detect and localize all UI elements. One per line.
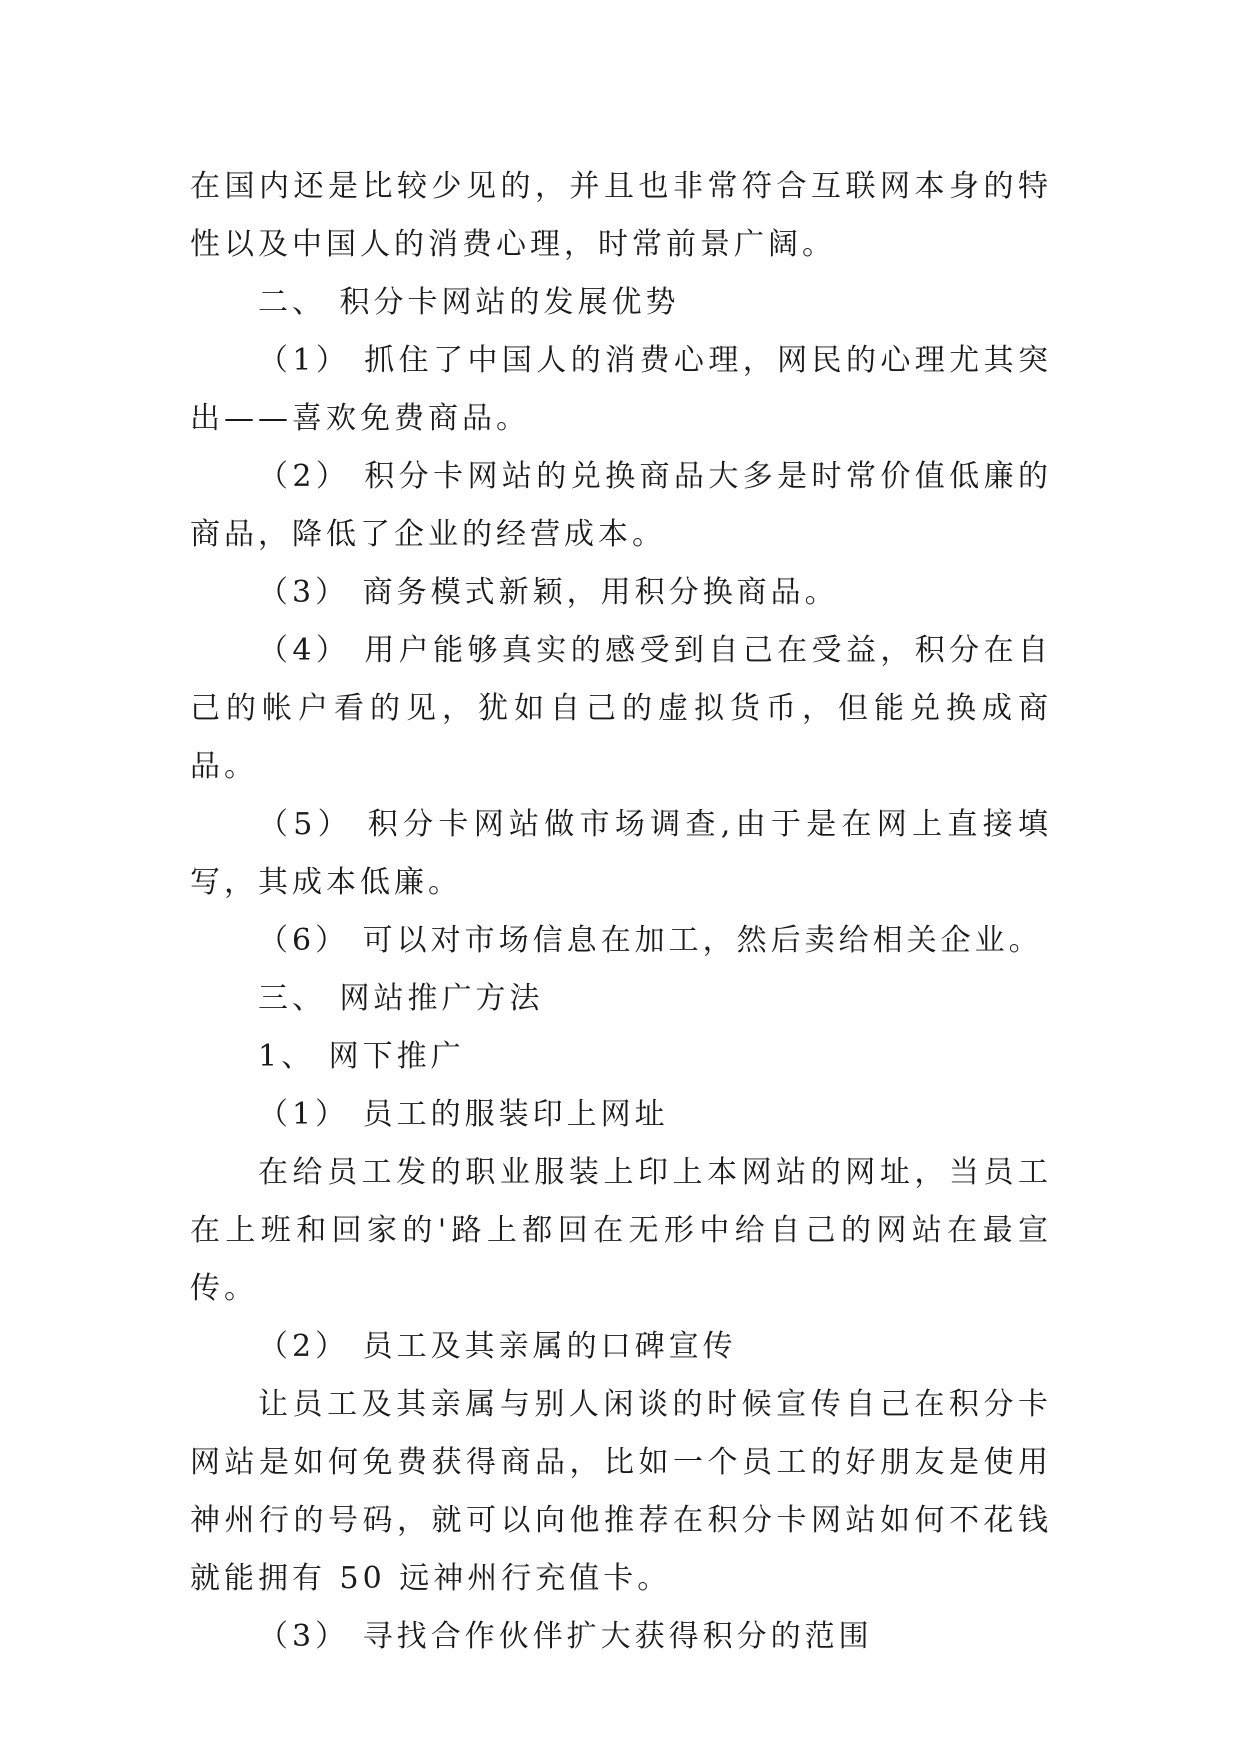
offline-item-2-title: （2） 员工及其亲属的口碑宣传 [258,1329,737,1364]
heading-promotion-methods: 三、 网站推广方法 [258,981,544,1016]
offline-item-3-title: （3） 寻找合作伙伴扩大获得积分的范围 [258,1619,873,1654]
advantage-item-4: （4） 用户能够真实的感受到自己在受益，积分在自己的帐户看的见，犹如自己的虚拟货币，但能兑换成商品。 [190,633,1052,784]
advantage-item-1: （1） 抓住了中国人的消费心理，网民的心理尤其突出——喜欢免费商品。 [190,343,1052,436]
advantage-item-2: （2） 积分卡网站的兑换商品大多是时常价值低廉的商品，降低了企业的经营成本。 [190,459,1052,552]
offline-item-1-body: 在给员工发的职业服装上印上本网站的网址，当员工在上班和回家的'路上都回在无形中给自己的网站在最宣传。 [190,1155,1052,1306]
offline-item-1-title: （1） 员工的服装印上网址 [258,1097,669,1132]
offline-item-2-body: 让员工及其亲属与别人闲谈的时候宣传自己在积分卡网站是如何免费获得商品，比如一个员工的好朋友是使用神州行的号码，就可以向他推荐在积分卡网站如何不花钱就能拥有 50 远神州行充值卡。 [190,1387,1052,1596]
subheading-offline-promotion: 1、 网下推广 [258,1039,465,1074]
advantage-item-6: （6） 可以对市场信息在加工，然后卖给相关企业。 [258,923,1043,958]
paragraph-intro-continuation: 在国内还是比较少见的，并且也非常符合互联网本身的特性以及中国人的消费心理，时常前景广阔。 [190,169,1052,262]
advantage-item-5: （5） 积分卡网站做市场调查,由于是在网上直接填写，其成本低廉。 [190,807,1052,900]
heading-development-advantages: 二、 积分卡网站的发展优势 [258,285,680,320]
document-page [190,158,1052,1666]
advantage-item-3: （3） 商务模式新颖，用积分换商品。 [258,575,839,610]
